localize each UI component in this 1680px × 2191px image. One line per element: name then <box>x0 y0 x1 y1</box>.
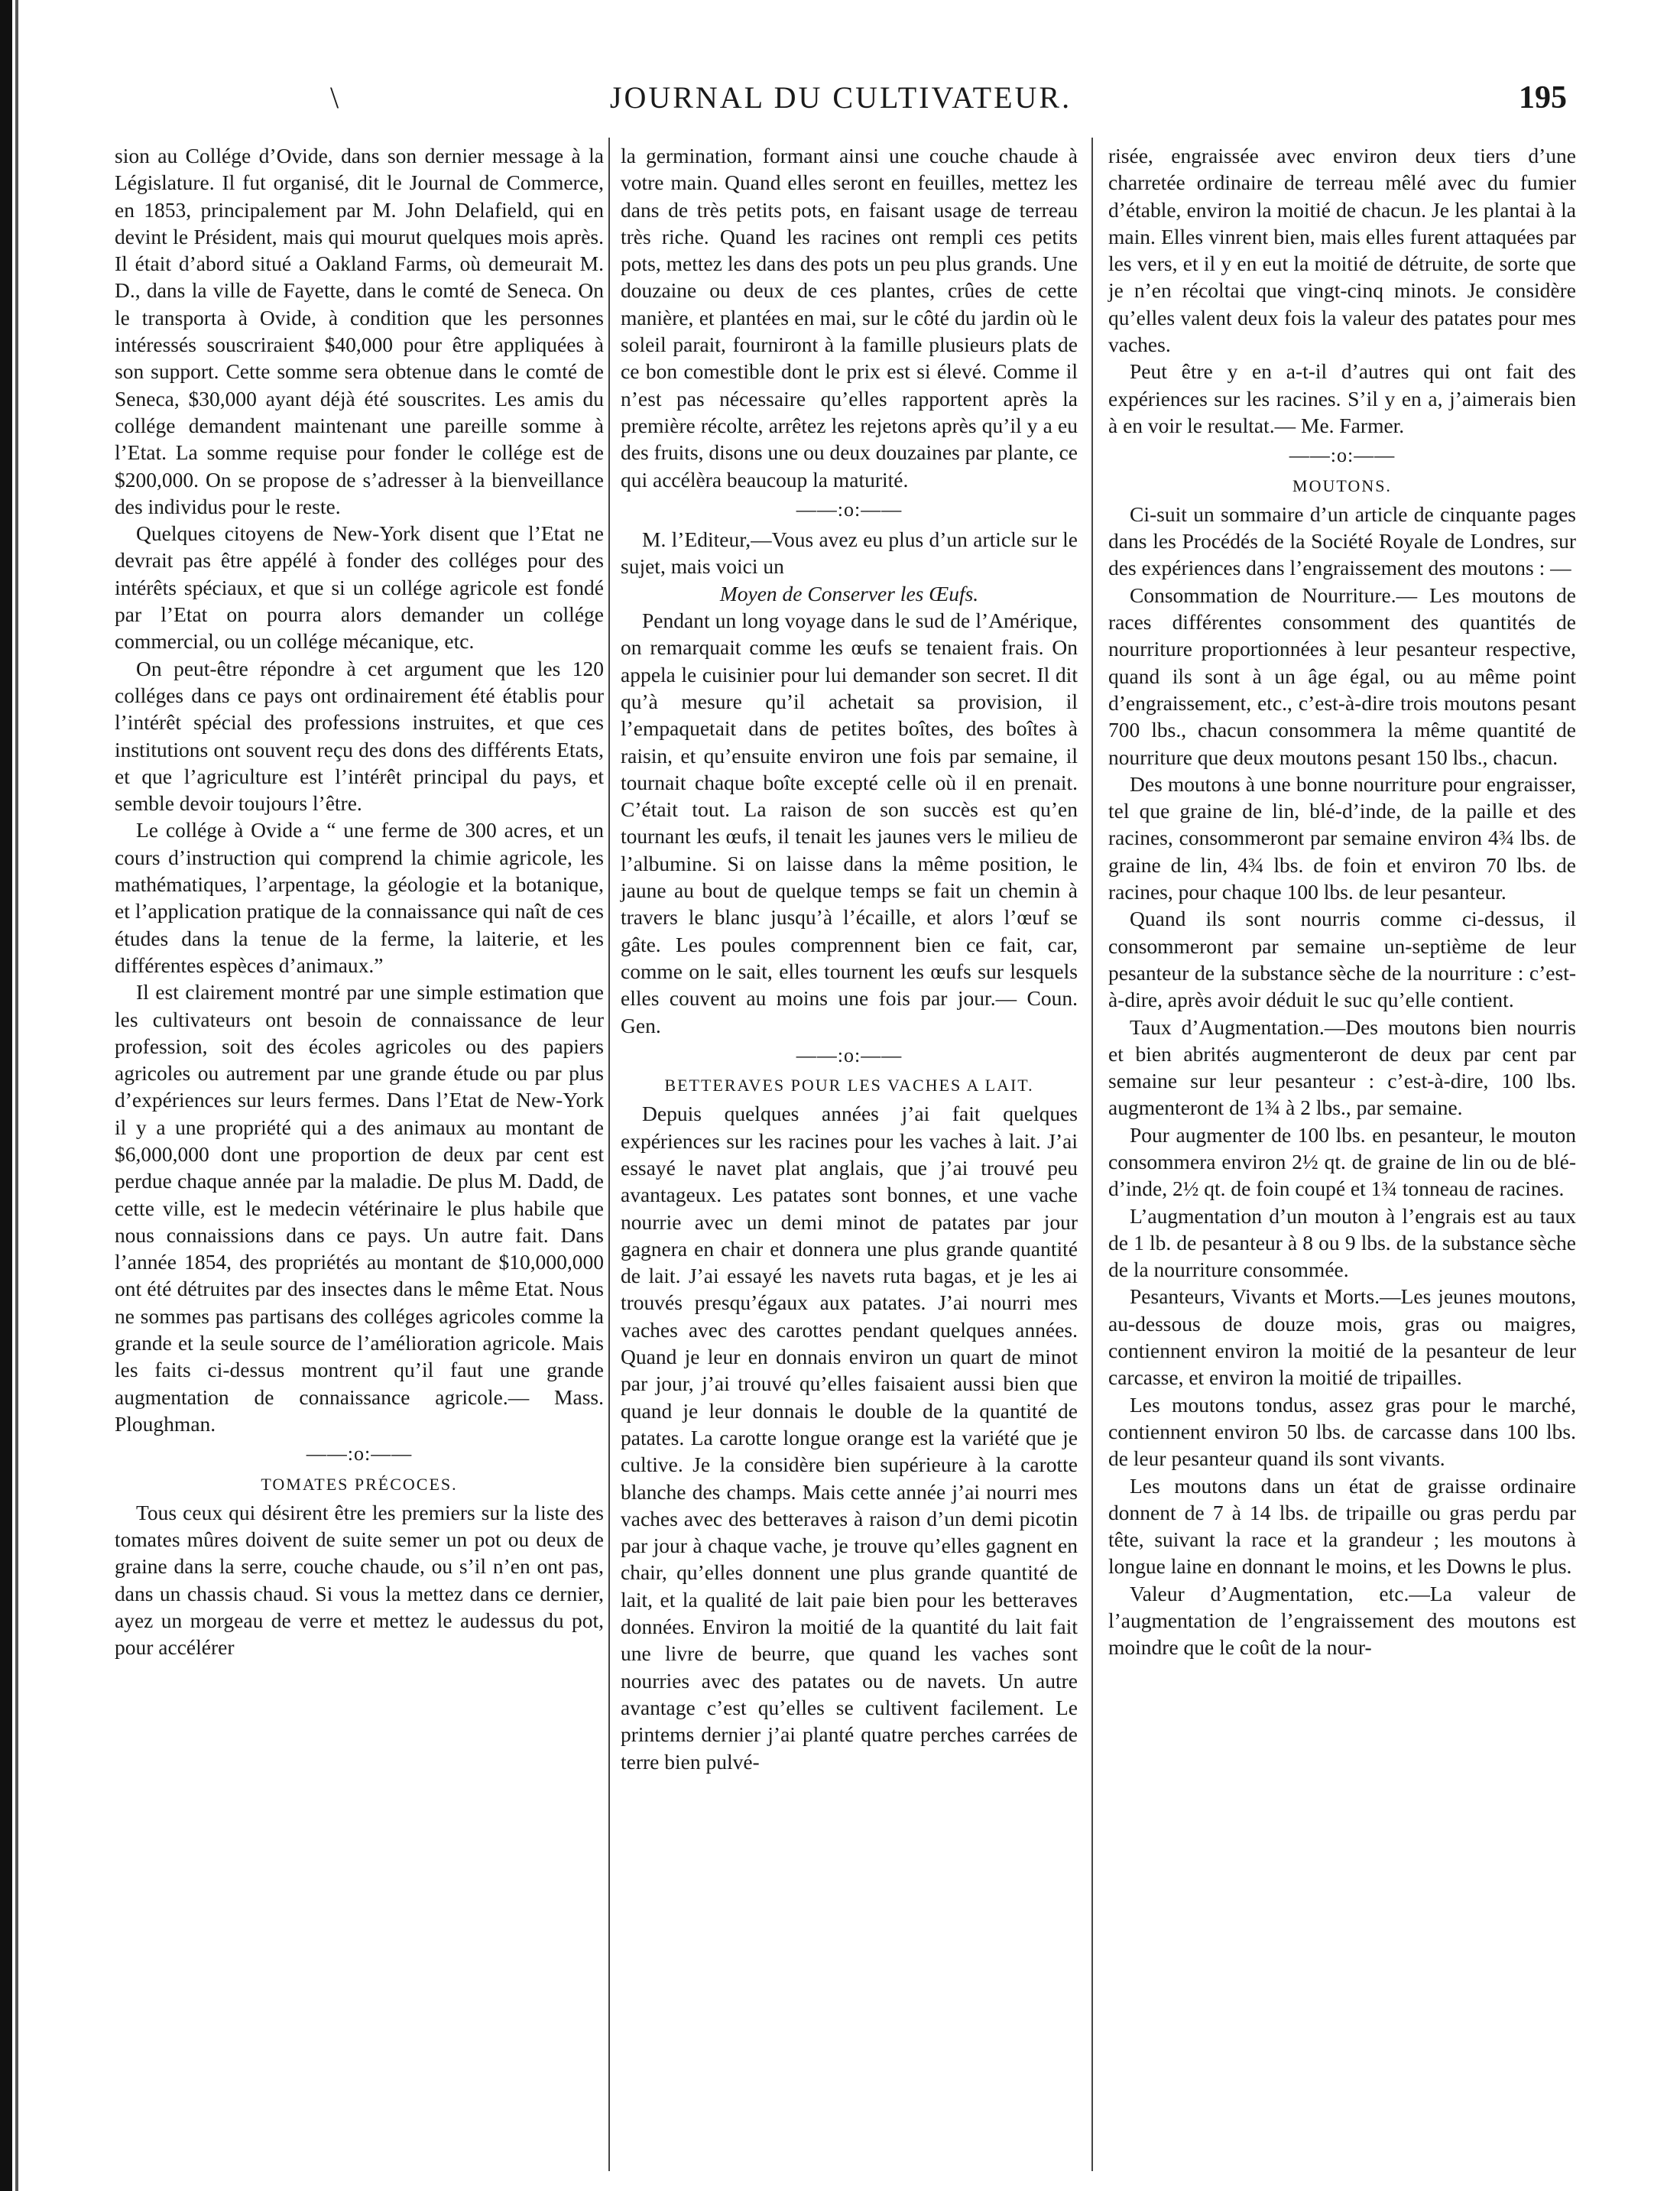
column-3 <box>1108 142 1576 1661</box>
paragraph: L’augmentation d’un mouton à l’engrais est au taux de 1 lb. de pesanteur à 8 ou 9 lbs. de la substance sèche de la nourriture consommée. <box>1108 1203 1576 1282</box>
paragraph: Pendant un long voyage dans le sud de l’Amérique, on remarquait comme les œufs se tenaient frais. On appela le cuisinier pour lui demander son secret. Il dit qu’à mesure qu’il achetait sa provision, il l’empaquetait dans de petites boîtes, des boîtes à raisin, et qu’ensuite environ une fois par semaine, il tournait chaque boîte excepté celle où il en prenait. C’était tout. La raison de son succès est qu’en tournant les œufs, il tenait les jaunes vers le milieu de l’albumine. Si on laisse dans la même position, le jaune au bout de quelque temps se fait un chemin à travers le blanc jusqu’à l’écaille, et alors l’œuf se gâte. Les poules comprennent bien ce fait, car, comme on le sait, elles tournent les œufs sur lesquels elles couvent au moins une fois par jour.— Coun. Gen. <box>621 609 1078 1037</box>
page-binding-edge <box>0 0 12 2191</box>
paragraph: Tous ceux qui désirent être les premiers sur la liste des tomates mûres doivent de suite semer un pot ou deux de graine dans la serre, couche chaude, ou s’il n’en ont pas, dans un chassis chaud. Si vous la mettez dans ce dernier, ayez un morgeau de verre et mettez le audessus du pot, pour accélérer <box>115 1500 604 1660</box>
paragraph: Il est clairement montré par une simple estimation que les cultivateurs ont besoin de connaissance de leur profession, soit des écoles agricoles ou des papiers agricoles ou autrement par une grande étude ou par plus d’expériences sur leurs fermes. Dans l’Etat de New-York il y a une propriété qui a des animaux au montant de $6,000,000 dont une proportion de deux par cent est perdue chaque année par la maladie. De plus M. Dadd, de cette ville, est le medecin vétérinaire le plus habile que nous connaissions dans ce pays. Un autre fait. Dans l’année 1854, des propriétés au montant de $10,000,000 ont été détruites par des insectes dans le même Etat. Nous ne sommes pas partisans des colléges agricoles comme la grande et la seule source de l’amélioration agricole. Mais les faits ci-dessus montrent qu’il faut une grande augmentation de connaissance agricole.— Mass. Ploughman. <box>115 980 604 1436</box>
section-separator: ——:o:—— <box>1289 444 1396 467</box>
paragraph: sion au Collége d’Ovide, dans son dernier message à la Législature. Il fut organisé, dit le Journal de Commerce, en 1853, principalement par M. John Delafield, qui en devint le Président, mais qui mourut quelques mois après. Il était d’abord situé a Oakland Farms, où demeurait M. D., dans la ville de Fayette, dans le comté de Seneca. On le transporta à Ovide, à condition que les personnes intéressés souscriraient $40,000 pour être appliquées à son support. Cette somme sera obtenue dans le comté de Seneca, $30,000 ayant déjà été souscrites. Les amis du collége demandent maintenant une pareille somme à l’Etat. La somme requise pour fonder le collége est de $200,000. On se propose de s’adresser à la bienveillance des individus pour le reste. <box>115 144 604 518</box>
page-number: 195 <box>1519 80 1567 115</box>
paragraph: Les moutons tondus, assez gras pour le marché, contiennent environ 50 lbs. de carcasse dans 100 lbs. de leur pesanteur quand ils sont vivants. <box>1108 1392 1576 1471</box>
paragraph: Consommation de Nourriture.— Les moutons de races différentes consomment des quantités de nourriture proportionnées à leur pesanteur respective, quand ils sont à un âge égal, ou au même point d’engraissement, etc., c’est-à-dire trois moutons pesant 700 lbs., chacun consommera la même quantité de nourriture que deux moutons pesant 150 lbs., chacun. <box>1108 583 1576 769</box>
paragraph: Quand ils sont nourris comme ci-dessus, il consommeront par semaine un-septième de leur pesanteur de la substance sèche de la nourriture : c’est-à-dire, après avoir déduit le suc qu’elle contient. <box>1108 907 1576 1012</box>
column-2 <box>621 142 1078 1775</box>
paragraph: Quelques citoyens de New-York disent que l’Etat ne devrait pas être appélé à fonder des colléges pour des intérêts spéciaux, et que si un collége agricole est fondé par l’Etat on pourra alors demander un collége commercial, ou un collége mécanique, etc. <box>115 521 604 654</box>
journal-title: JOURNAL DU CULTIVATEUR. <box>609 80 1072 115</box>
section-heading-moutons: MOUTONS. <box>1292 476 1392 495</box>
paragraph: la germination, formant ainsi une couche chaude à votre main. Quand elles seront en feuilles, mettez les dans de très petits pots, en faisant usage de terreau très riche. Quand les racines ont rempli ces petits pots, mettez les dans des pots un peu plus grands. Une douzaine ou deux de ces plantes, crûes de cette manière, et plantées en mai, sur le côté du jardin où le soleil parait, fourniront à la famille plusieurs plats de ce bon comestible dont le prix est si élevé. Comme il n’est pas nécessaire qu’elles rapportent après la première récolte, arrêtez les rejetons après qu’il y a eu des fruits, disons une ou deux douzaines par plante, ce qui accélèra beaucoup la maturité. <box>621 144 1078 492</box>
section-heading-betteraves: BETTERAVES POUR LES VACHES A LAIT. <box>664 1076 1034 1096</box>
paragraph: Des moutons à une bonne nourriture pour engraisser, tel que graine de lin, blé-d’inde, de la paille et des racines, consommeront par semaine environ 4¾ lbs. de graine de lin, 4¾ lbs. de foin et environ 70 lbs. de racines, pour chaque 100 lbs. de leur pesanteur. <box>1108 771 1576 904</box>
paragraph: Depuis quelques années j’ai fait quelques expériences sur les racines pour les vaches à lait. J’ai essayé le navet plat anglais, que j’ai trouvé peu avantageux. Les patates sont bonnes, et une vache nourrie avec un demi minot de patates par jour gagnera en chair et donnera une plus grande quantité de lait. J’ai essayé les navets ruta bagas, et je les ai trouvés presqu’égaux aux patates. J’ai nourri mes vaches avec des carottes pendant quelques années. Quand je leur en donnais environ un quart de minot par jour, j’ai trouvé qu’elles faisaient aussi bien que quand je leur donnais le double de la quantité de patates. La carotte longue orange est la variété que je cultive. Je la considère bien supérieure à la carotte blanche des champs. Mais cette année j’ai nourri mes vaches avec des betteraves à raison d’un demi picotin par jour à chaque vache, je trouve qu’elles gagnent en chair, qu’elles donnent une plus grande quantité de lait, et la qualité de lait paie bien pour les betteraves données. Environ la moitié de la quantité du lait fait une livre de beurre, que quand les vaches sont nourries avec des patates ou de navets. Un autre avantage c’est qu’elles se cultivent facilement. Le printems dernier j’ai planté quatre perches carrées de terre bien pulvé- <box>621 1102 1078 1774</box>
article-subtitle: Moyen de Conserver les Œufs. <box>719 581 979 605</box>
header-mark: \ <box>330 80 339 115</box>
paragraph: Pesanteurs, Vivants et Morts.—Les jeunes moutons, au-dessous de douze mois, gras ou maigres, contiennent environ la moitié de la pesanteur de leur carcasse, et environ la moitié de tripailles. <box>1108 1284 1576 1390</box>
paragraph: Les moutons dans un état de graisse ordinaire donnent de 7 à 14 lbs. de tripaille ou gras perdu par tête, suivant la race et la grandeur ; les moutons à longue laine en donnant le moins, et les Downs le plus. <box>1108 1473 1576 1579</box>
paragraph: Taux d’Augmentation.—Des moutons bien nourris et bien abrités augmenteront de deux par cent par semaine sur leur pesanteur : c’est-à-dire, 100 lbs. augmenteront de 1¾ à 2 lbs., par semaine. <box>1108 1014 1576 1120</box>
paragraph: Le collége à Ovide a “ une ferme de 300 acres, et un cours d’instruction qui comprend la chimie agricole, les mathématiques, l’arpentage, la géologie et la botanique, et l’application pratique de la connaissance qui naît de ces études dans la tenue de la ferme, la laiterie, et les différentes espèces d’animaux.” <box>115 818 604 977</box>
section-separator: ——:o:—— <box>306 1443 413 1466</box>
column-divider-2 <box>1091 138 1093 2171</box>
section-separator: ——:o:—— <box>796 498 903 521</box>
paragraph: Peut être y en a-t-il d’autres qui ont fait des expériences sur les racines. S’il y en a, j’aimerais bien à en voir le resultat.— Me. Farmer. <box>1108 359 1576 437</box>
paragraph: Ci-suit un sommaire d’un article de cinquante pages dans les Procédés de la Société Royale de Londres, sur des expériences dans l’engraissement des moutons : — <box>1108 501 1576 580</box>
paragraph: Pour augmenter de 100 lbs. en pesanteur, le mouton consommera environ 2½ qt. de graine de lin ou de blé-d’inde, 2½ qt. de foin coupé et 1¾ tonneau de racines. <box>1108 1122 1576 1201</box>
page-binding-shadow <box>15 0 18 2191</box>
paragraph: Valeur d’Augmentation, etc.—La valeur de l’augmentation de l’engraissement des moutons est moindre que le coût de la nour- <box>1108 1581 1576 1660</box>
paragraph: risée, engraissée avec environ deux tiers d’une charretée ordinaire de terreau mêlé avec du fumier d’étable, environ la moitié de chacun. Je les plantai à la main. Elles vinrent bien, mais elles furent attaquées par les vers, et il y en eut la moitié de détruite, de sorte que je n’en récoltai que vingt-cinq minots. Je considère qu’elles valent deux fois la valeur des patates pour mes vaches. <box>1108 144 1576 357</box>
section-heading-tomates: TOMATES PRÉCOCES. <box>261 1474 458 1494</box>
paragraph: On peut-être répondre à cet argument que les 120 colléges dans ce pays ont ordinairement été établis pour l’intérêt spécial des professions instruites, et que ces institutions ont souvent reçu des dons des différents Etats, et que l’agriculture est l’intérêt principal du pays, et semble devoir toujours l’être. <box>115 656 604 816</box>
paragraph: M. l’Editeur,—Vous avez eu plus d’un article sur le sujet, mais voici un <box>621 527 1078 579</box>
column-1 <box>115 142 604 1661</box>
section-separator: ——:o:—— <box>796 1044 903 1066</box>
page-header <box>115 80 1567 125</box>
column-divider-1 <box>608 138 610 2171</box>
